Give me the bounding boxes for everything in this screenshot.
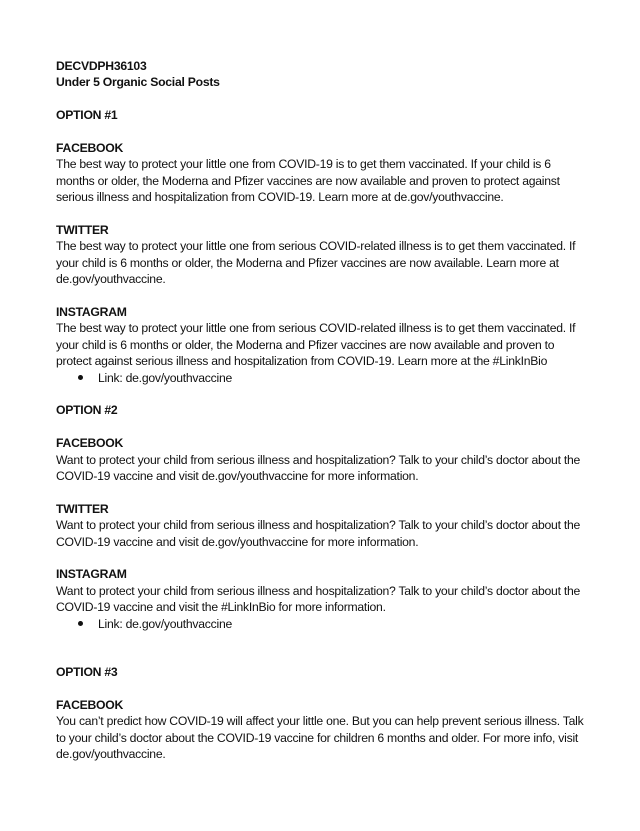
option-2-instagram-text[interactable]: Want to protect your child from serious illness and hospitalization? Talk to your child’s doctor about the COVID-19 vaccine and visit the #LinkInBio for more information. bbox=[56, 583, 581, 615]
option-1-facebook-label: FACEBOOK bbox=[56, 141, 124, 155]
bullet-icon bbox=[78, 621, 83, 626]
document-page bbox=[56, 58, 586, 763]
option-1-twitter-label: TWITTER bbox=[56, 223, 109, 238]
option-2-twitter-label: TWITTER bbox=[56, 501, 109, 516]
option-2-twitter-text[interactable]: Want to protect your child from serious illness and hospitalization? Talk to your child’s doctor about the COVID-19 vaccine and visit de.gov/youthvaccine for more information. bbox=[56, 518, 581, 549]
option-1-instagram-link[interactable]: Link: de.gov/youthvaccine bbox=[56, 370, 586, 386]
option-1-instagram-label: INSTAGRAM bbox=[56, 305, 127, 320]
option-2-facebook-label: FACEBOOK bbox=[56, 436, 124, 451]
option-2-facebook-text[interactable]: Want to protect your child from serious illness and hospitalization? Talk to your child’s doctor about the COVID-19 vaccine and visit de.gov/youthvaccine for more information. bbox=[56, 452, 581, 484]
document-subtitle: Under 5 Organic Social Posts bbox=[56, 75, 220, 90]
bullet-icon bbox=[78, 375, 83, 380]
option-1-facebook-text[interactable]: The best way to protect your little one from COVID-19 is to get them vaccinated. If your child is 6 months or older, the Moderna and Pfizer vaccines are now available and proven to protect against serious illness and hospitalization from COVID-19. Learn more at de.gov/youthvaccine. bbox=[56, 157, 560, 205]
option-3-heading: OPTION #3 bbox=[56, 665, 118, 680]
option-2-instagram-label: INSTAGRAM bbox=[56, 567, 127, 582]
option-2-instagram-link[interactable]: Link: de.gov/youthvaccine bbox=[56, 616, 586, 632]
option-1-heading: OPTION #1 bbox=[56, 108, 118, 123]
option-1-twitter-text[interactable]: The best way to protect your little one from serious COVID-related illness is to get them vaccinated. If your child is 6 months or older, the Moderna and Pfizer vaccines are now available. Learn more at de.gov/youthvaccine. bbox=[56, 239, 576, 287]
option-3-facebook-label: FACEBOOK bbox=[56, 697, 124, 712]
option-2-heading: OPTION #2 bbox=[56, 403, 118, 418]
document-code: DECVDPH36103 bbox=[56, 59, 147, 73]
option-3-facebook-text[interactable]: You can’t predict how COVID-19 will affect your little one. But you can help prevent serious illness. Talk to your child’s doctor about the COVID-19 vaccine for children 6 months and older. For more info, visit de.gov/youthvaccine. bbox=[56, 714, 584, 762]
option-1-instagram-text[interactable]: The best way to protect your little one from serious COVID-related illness is to get them vaccinated. If your child is 6 months or older, the Moderna and Pfizer vaccines are now available and proven to protect against serious illness and hospitalization from COVID-19. Learn more at the #LinkInBio bbox=[56, 321, 576, 369]
